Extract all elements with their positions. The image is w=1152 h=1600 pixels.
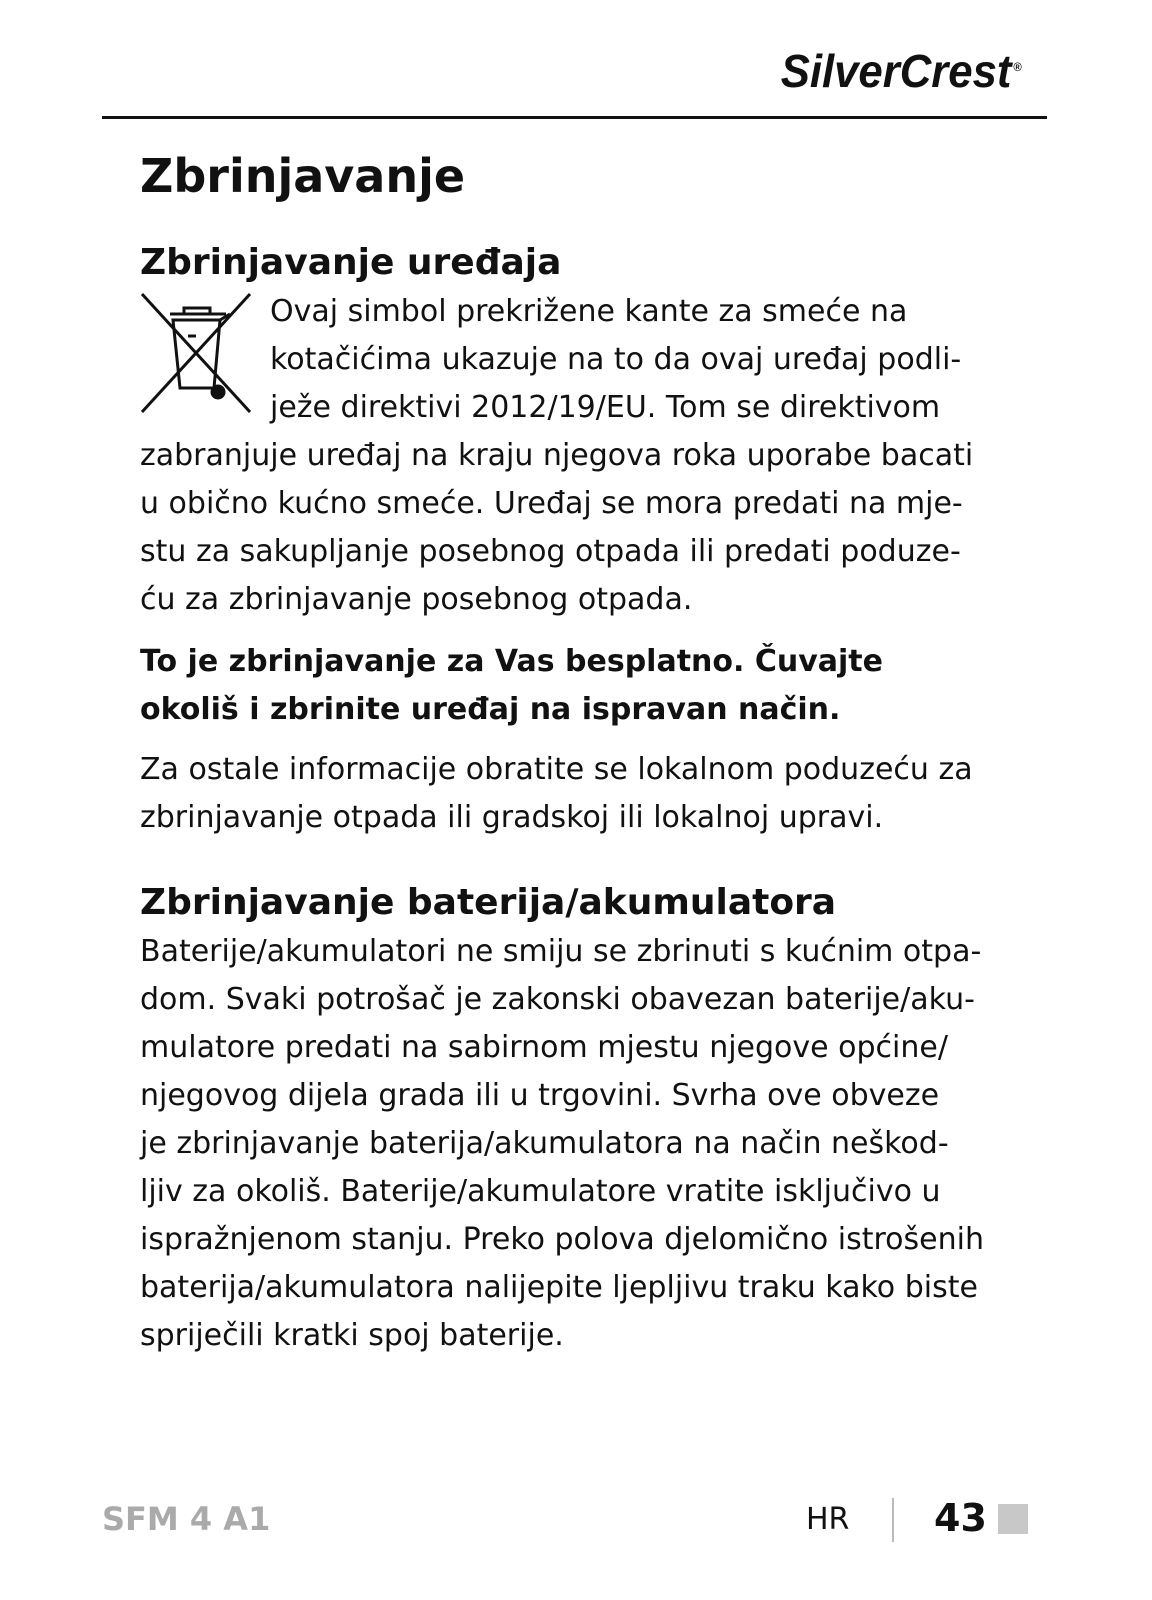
text-line: spriječili kratki spoj baterije. [140,1318,564,1353]
footer-language: HR [806,1502,850,1537]
page-title: Zbrinjavanje [140,149,466,203]
text-line: Baterije/akumulatori ne smiju se zbrinuti s kućnim otpa- [140,934,982,969]
intro-block [140,288,1020,624]
text-line: kotačićima ukazuje na to da ovaj uređaj podli- [270,342,962,377]
text-line: okoliš i zbrinite uređaj na ispravan način. [140,692,841,727]
free-disposal-notice [140,638,1020,734]
section-heading-device-disposal: Zbrinjavanje uređaja [140,242,562,283]
text-line: ispražnjenom stanju. Preko polova djelomično istrošenih [140,1222,984,1257]
crossed-out-wheelie-bin-icon [140,292,252,418]
text-line: mulatore predati na sabirnom mjestu njegove općine/ [140,1030,948,1065]
brand-name: SilverCrest [780,45,1012,97]
registered-mark: ® [1013,59,1022,74]
battery-paragraph [140,928,1020,1360]
text-line: ću za zbrinjavanje posebnog otpada. [140,582,693,617]
intro-text [140,288,1020,624]
text-line: zbrinjavanje otpada ili gradskoj ili lokalnoj upravi. [140,800,884,835]
footer-model: SFM 4 A1 [102,1500,271,1538]
page-number: 43 [934,1496,987,1540]
text-line: u obično kućno smeće. Uređaj se mora predati na mje- [140,486,963,521]
text-line: njegovog dijela grada ili u trgovini. Svrha ove obveze [140,1078,940,1113]
text-line: ježe direktivi 2012/19/EU. Tom se direktivom [270,390,941,425]
text-line: dom. Svaki potrošač je zakonski obavezan baterije/aku- [140,982,975,1017]
brand-logo [781,44,1022,98]
section-heading-battery-disposal: Zbrinjavanje baterija/akumulatora [140,882,837,923]
text-line: baterija/akumulatora nalijepite ljepljivu traku kako biste [140,1270,978,1305]
text-line: Ovaj simbol prekrižene kante za smeće na [270,294,908,329]
text-line: To je zbrinjavanje za Vas besplatno. Čuvajte [140,644,883,679]
text-line: stu za sakupljanje posebnog otpada ili predati poduze- [140,534,961,569]
text-line: ljiv za okoliš. Baterije/akumulatore vratite isključivo u [140,1174,941,1209]
footer-separator [892,1498,894,1542]
header-rule [102,116,1047,119]
info-paragraph [140,746,1020,842]
text-line: zabranjuje uređaj na kraju njegova roka uporabe bacati [140,438,974,473]
footer-square-mark [998,1504,1028,1534]
text-line: je zbrinjavanje baterija/akumulatora na način neškod- [140,1126,949,1161]
text-line: Za ostale informacije obratite se lokalnom poduzeću za [140,752,973,787]
page-content [140,140,1020,1360]
